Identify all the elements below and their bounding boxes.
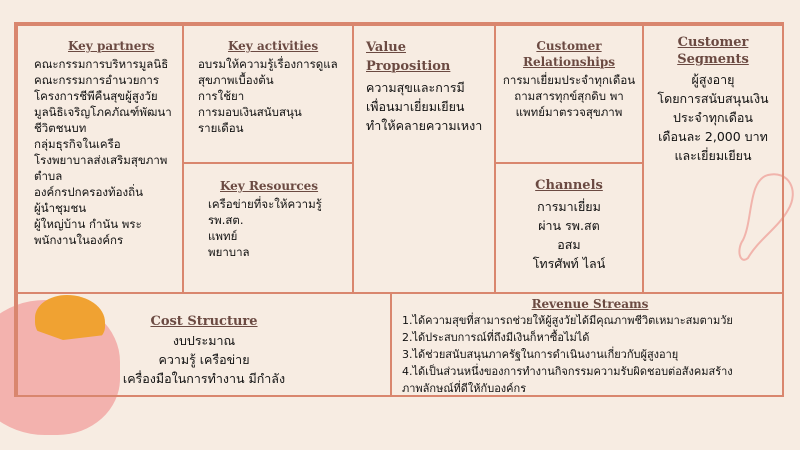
key-partners-line: โครงการชีพีคืนสุขผู้สูงวัย: [34, 89, 158, 103]
cost-structure-line: ความรู้ เครือข่าย: [158, 352, 250, 367]
business-model-canvas: [14, 22, 784, 397]
value-proposition-line: ทำให้คลายความเหงา: [366, 118, 483, 133]
key-activities-line: รายเดือน: [198, 121, 244, 135]
key-resources-line: แพทย์: [208, 229, 238, 243]
cost-structure-block: [16, 292, 392, 397]
value-proposition-line: เพื่อนมาเยี่ยมเยียน: [366, 99, 465, 114]
key-activities-line: อบรมให้ความรู้เรื่องการดูแล: [198, 57, 338, 71]
customer-relationships-line: การมาเยี่ยมประจำทุกเดือน: [502, 73, 636, 87]
channels-line: ผ่าน รพ.สต: [538, 218, 600, 233]
customer-segments-line: เดือนละ 2,000 บาท: [658, 129, 768, 144]
key-partners-line: ผู้ใหญ่บ้าน กำนัน พระ: [34, 217, 142, 231]
value-proposition-block: [352, 24, 496, 294]
customer-relationships-title: Customer: [536, 39, 602, 53]
key-resources-block: [182, 162, 354, 294]
cost-structure-title: Cost Structure: [150, 314, 258, 329]
customer-relationships-line: ถามสารทุกข์สุกดิบ พา: [514, 89, 624, 103]
revenue-streams-line: 1.ได้ความสุขที่สามารถช่วยให้ผู้สูงวัยได้มีคุณภาพชีวิตเหมาะสมตามวัย: [402, 314, 733, 327]
channels-line: การมาเยี่ยม: [537, 199, 601, 214]
revenue-streams-line: 2.ได้ประสบการณ์ที่ถึงมีเงินก็หาซื้อไม่ได้: [402, 331, 590, 344]
key-partners-line: กลุ่มธุรกิจในเครือ: [34, 137, 121, 151]
revenue-streams-title: Revenue Streams: [531, 297, 649, 311]
key-partners-line: คณะกรรมการบริหารมูลนิธิ: [34, 57, 169, 71]
key-resources-line: พยาบาล: [208, 245, 250, 259]
cost-structure-line: เครื่องมือในการทำงาน มีกำลัง: [122, 371, 286, 386]
key-activities-line: สุขภาพเบื้องต้น: [198, 73, 274, 87]
key-partners-line: คณะกรรมการอำนวยการ: [34, 73, 160, 87]
customer-relationships-title: Relationships: [523, 55, 615, 69]
customer-segments-line: และเยี่ยมเยียน: [674, 148, 752, 163]
key-partners-line: ตำบล: [34, 169, 63, 183]
key-activities-line: การมอบเงินสนับสนุน: [198, 105, 302, 119]
key-resources-line: รพ.สต.: [208, 213, 244, 227]
key-activities-title: Key activities: [228, 39, 319, 53]
key-partners-line: พนักงานในองค์กร: [34, 233, 124, 247]
revenue-streams-line: 3.ได้ช่วยสนับสนุนภาครัฐในการดำเนินงานเกี่ยวกับผู้สูงอายุ: [402, 348, 679, 361]
key-partners-block: [16, 24, 184, 294]
key-resources-title: Key Resources: [220, 179, 319, 193]
customer-relationships-block: [494, 24, 644, 164]
cost-structure-line: งบประมาณ: [172, 333, 236, 348]
customer-segments-title: Customer: [677, 35, 749, 50]
channels-line: อสม: [557, 237, 581, 252]
key-partners-line: โรงพยาบาลส่งเสริมสุขภาพ: [34, 153, 168, 167]
value-proposition-title: Value Proposition: [366, 40, 451, 74]
key-partners-line: ชีวิตชนบท: [34, 121, 87, 135]
customer-segments-line: ประจำทุกเดือน: [673, 110, 753, 125]
channels-title: Channels: [535, 178, 603, 193]
revenue-streams-block: [390, 292, 784, 397]
key-partners-title: Key partners: [68, 39, 155, 53]
revenue-streams-line: 4.ได้เป็นส่วนหนึ่งของการทำงานกิจกรรมความรับผิดชอบต่อสังคมสร้าง: [402, 365, 733, 378]
key-partners-line: องค์กรปกครองท้องถิ่น: [34, 185, 143, 199]
value-proposition-line: ความสุขและการมี: [366, 80, 465, 95]
key-partners-line: ผู้นำชุมชน: [34, 201, 87, 215]
customer-segments-line: ผู้สูงอายุ: [691, 72, 735, 87]
key-partners-line: มูลนิธิเจริญโภคภัณฑ์พัฒนา: [34, 105, 172, 119]
customer-segments-line: โดยการสนับสนุนเงิน: [657, 91, 769, 106]
key-activities-block: [182, 24, 354, 164]
channels-block: [494, 162, 644, 294]
key-activities-line: การใช้ยา: [198, 89, 245, 103]
key-resources-line: เครือข่ายที่จะให้ความรู้: [208, 197, 322, 211]
customer-segments-title: Segments: [677, 52, 749, 67]
customer-segments-block: [642, 24, 784, 294]
revenue-streams-line: ภาพลักษณ์ที่ดีให้กับองค์กร: [402, 382, 527, 395]
customer-relationships-line: แพทย์มาตรวจสุขภาพ: [515, 105, 623, 119]
channels-line: โทรศัพท์ ไลน์: [532, 256, 606, 271]
